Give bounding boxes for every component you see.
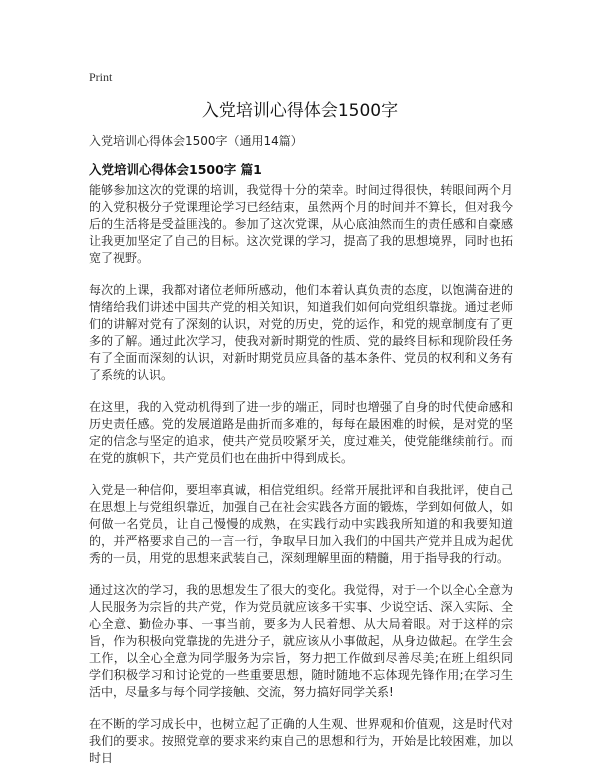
paragraph: 在这里，我的入党动机得到了进一步的端正，同时也增强了自身的时代使命感和历史责任感。党的发展道路是曲折而多难的，每每在最困难的时候，是对党的坚定的信念与坚定的追求，使共产党员咬紧牙关，度过难关，使党能继续前行。而在党的旗帜下，共产党员们也在曲折中得到成长。	[89, 400, 513, 465]
print-label: Print	[89, 70, 113, 84]
paragraph: 能够参加这次的党课的培训，我觉得十分的荣幸。时间过得很快，转眼间两个月的入党积极分子党课理论学习已经结束，虽然两个月的时间并不算长，但对我今后的生活将是受益匪浅的。参加了这次党课，从心底油然而生的责任感和自豪感让我更加坚定了自己的目标。这次党课的学习，提高了我的思想境界，同时也拓宽了视野。	[89, 183, 513, 265]
document-subtitle: 入党培训心得体会1500字（通用14篇）	[89, 134, 303, 148]
article-body	[89, 182, 513, 776]
paragraph: 在不断的学习成长中，也树立起了正确的人生观、世界观和价值观，这是时代对我们的要求。按照党章的要求来约束自己的思想和行为，开始是比较困难，加以时日	[89, 717, 513, 765]
paragraph: 通过这次的学习，我的思想发生了很大的变化。我觉得，对于一个以全心全意为人民服务为宗旨的共产党，作为党员就应该多干实事、少说空话、深入实际、全心全意、勤俭办事、一事当前，要多为人民着想、从大局着眼。对于这样的宗旨，作为积极向党靠拢的先进分子，就应该从小事做起，从身边做起。在学生会工作，以全心全意为同学服务为宗旨，努力把工作做到尽善尽美;在班上组织同学们积极学习和讨论党的一些重要思想，随时随地不忘体现先锋作用;在学习生活中，尽量多与每个同学接触、交流，努力搞好同学关系!	[89, 583, 513, 699]
paragraph: 每次的上课，我都对诸位老师所感动，他们本着认真负责的态度，以饱满奋进的情绪给我们讲述中国共产党的相关知识，知道我们如何向党组织靠拢。通过老师们的讲解对党有了深刻的认识，对党的历史，党的运作，和党的规章制度有了更多的了解。通过此次学习，使我对新时期党的性质、党的最终目标和现阶段任务有了全面而深刻的认识，对新时期党员应具备的基本条件、党员的权利和义务有了系统的认识。	[89, 283, 513, 382]
section-heading: 入党培训心得体会1500字 篇1	[89, 162, 262, 177]
paragraph: 入党是一种信仰，要坦率真诚，相信党组织。经常开展批评和自我批评，使自己在思想上与党组织靠近，加强自己在社会实践各方面的锻炼，学到如何做人，如何做一名党员，让自己慢慢的成熟，在实践行动中实践我所知道的和我要知道的，并严格要求自己的一言一行，争取早日加入我们的中国共产党并且成为起优秀的一员，用党的思想来武装自己，深刻理解里面的精髓，用于指导我的行动。	[89, 483, 513, 565]
page-title: 入党培训心得体会1500字	[201, 101, 399, 121]
